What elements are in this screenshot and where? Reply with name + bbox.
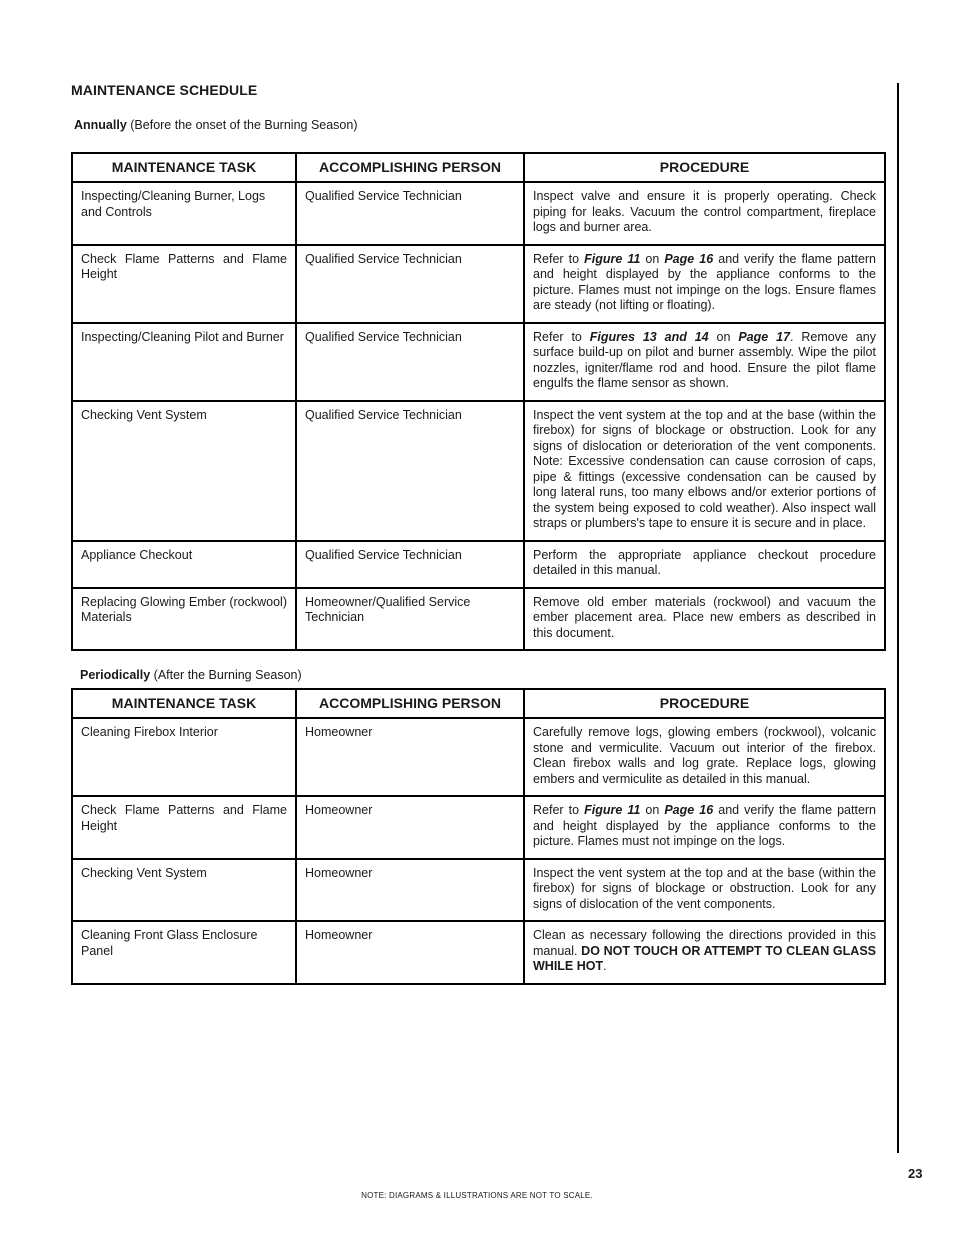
annual-maintenance-table <box>71 152 886 651</box>
footer-note: NOTE: DIAGRAMS & ILLUSTRATIONS ARE NOT TO SCALE. <box>361 1191 593 1200</box>
page-reference: Page 16 <box>664 803 714 817</box>
person-cell: Qualified Service Technician <box>296 401 524 541</box>
task-cell: Cleaning Front Glass Enclosure Panel <box>72 921 296 984</box>
annual-label-rest: (Before the onset of the Burning Season) <box>126 118 358 132</box>
page-reference: Page 17 <box>738 329 791 344</box>
person-cell: Qualified Service Technician <box>296 245 524 323</box>
procedure-text: . <box>603 959 607 973</box>
header-procedure: PROCEDURE <box>524 689 885 718</box>
table-row <box>72 859 885 922</box>
table-row <box>72 588 885 651</box>
periodic-section-label <box>80 668 302 682</box>
person-cell: Homeowner/Qualified Service Technician <box>296 588 524 651</box>
figure-reference: Figures 13 and 14 <box>589 329 709 344</box>
procedure-cell: Inspect the vent system at the top and at the base (within the firebox) for signs of blockage or obstruction. Look for any signs of dislocation of the vent components. <box>524 859 885 922</box>
figure-reference: Figure 11 <box>584 251 641 266</box>
person-cell: Homeowner <box>296 796 524 859</box>
header-accomplishing-person: ACCOMPLISHING PERSON <box>296 689 524 718</box>
procedure-text: and verify the flame pattern and height displayed by the appliance conforms to the picture. Flames must not impinge on the logs. Ensure flames are steady (not lifting or floating). <box>533 251 877 312</box>
procedure-cell: Remove old ember materials (rockwool) and vacuum the ember placement area. Place new embers as described in this document. <box>524 588 885 651</box>
person-cell: Qualified Service Technician <box>296 541 524 588</box>
procedure-cell <box>524 921 885 984</box>
task-cell: Appliance Checkout <box>72 541 296 588</box>
person-cell: Homeowner <box>296 921 524 984</box>
procedure-cell <box>524 323 885 401</box>
task-cell: Inspecting/Cleaning Pilot and Burner <box>72 323 296 401</box>
person-cell: Homeowner <box>296 859 524 922</box>
periodic-label-bold: Periodically <box>80 668 151 682</box>
page-title: MAINTENANCE SCHEDULE <box>71 82 258 98</box>
task-cell: Replacing Glowing Ember (rockwool) Materials <box>72 588 296 651</box>
procedure-text: Refer to <box>533 251 585 266</box>
procedure-text: . Remove any surface build-up on pilot and burner assembly. Wipe the pilot nozzles, igniter/flame rod and hood. Ensure the pilot flame engulfs the flame sensor as shown. <box>533 329 876 390</box>
table-row <box>72 718 885 796</box>
procedure-cell: Inspect valve and ensure it is properly operating. Check piping for leaks. Vacuum the control compartment, fireplace logs and burner area. <box>524 182 885 245</box>
table-row <box>72 182 885 245</box>
task-cell: Cleaning Firebox Interior <box>72 718 296 796</box>
hot-glass-warning: DO NOT TOUCH OR ATTEMPT TO CLEAN GLASS WHILE HOT <box>533 943 876 973</box>
table-row <box>72 921 885 984</box>
header-maintenance-task: MAINTENANCE TASK <box>72 153 296 182</box>
periodic-header-row <box>72 689 885 718</box>
procedure-cell <box>524 245 885 323</box>
header-accomplishing-person: ACCOMPLISHING PERSON <box>296 153 524 182</box>
procedure-text: on <box>640 251 665 266</box>
right-margin-rule <box>897 83 899 1153</box>
table-row <box>72 323 885 401</box>
table-row <box>72 401 885 541</box>
procedure-text: Clean as necessary following the directions provided in this manual. <box>533 928 876 958</box>
figure-reference: Figure 11 <box>584 803 641 817</box>
table-row <box>72 541 885 588</box>
table-row <box>72 245 885 323</box>
procedure-cell: Perform the appropriate appliance checkout procedure detailed in this manual. <box>524 541 885 588</box>
task-cell: Inspecting/Cleaning Burner, Logs and Controls <box>72 182 296 245</box>
procedure-cell: Carefully remove logs, glowing embers (rockwool), volcanic stone and vermiculite. Vacuum out interior of the firebox. Clean firebox walls and log grate. Replace logs, glowing embers and vermiculite as detailed in this manual. <box>524 718 885 796</box>
periodic-label-rest: (After the Burning Season) <box>150 668 302 682</box>
table-row <box>72 796 885 859</box>
annual-section-label <box>74 118 358 132</box>
procedure-text: on <box>708 329 739 344</box>
task-cell: Checking Vent System <box>72 859 296 922</box>
person-cell: Qualified Service Technician <box>296 323 524 401</box>
periodic-maintenance-table <box>71 688 886 985</box>
person-cell: Homeowner <box>296 718 524 796</box>
annual-label-bold: Annually <box>74 118 127 132</box>
header-procedure: PROCEDURE <box>524 153 885 182</box>
header-maintenance-task: MAINTENANCE TASK <box>72 689 296 718</box>
procedure-cell <box>524 796 885 859</box>
procedure-text: Refer to <box>533 329 590 344</box>
procedure-text: Refer to <box>533 803 585 817</box>
person-cell: Qualified Service Technician <box>296 182 524 245</box>
page-reference: Page 16 <box>664 251 714 266</box>
procedure-text: on <box>640 803 665 817</box>
procedure-cell: Inspect the vent system at the top and at the base (within the firebox) for signs of blockage or obstruction. Look for any signs of dislocation or deterioration of the vent components. Note: Excessive condensation can cause corrosion of caps, pipe & fittings (excessive condensation can be caused by long lateral runs, too many elbows and/or exterior portions of the system being exposed to cold weather). Also inspect wall straps or plumbers's tape to ensure it is secure and in place. <box>524 401 885 541</box>
page-number: 23 <box>908 1166 923 1181</box>
procedure-text: and verify the flame pattern and height displayed by the appliance conforms to the picture. Flames must not impinge on the logs. <box>533 803 877 848</box>
task-cell: Check Flame Patterns and Flame Height <box>72 796 296 859</box>
task-cell: Checking Vent System <box>72 401 296 541</box>
task-cell: Check Flame Patterns and Flame Height <box>72 245 296 323</box>
annual-header-row <box>72 153 885 182</box>
